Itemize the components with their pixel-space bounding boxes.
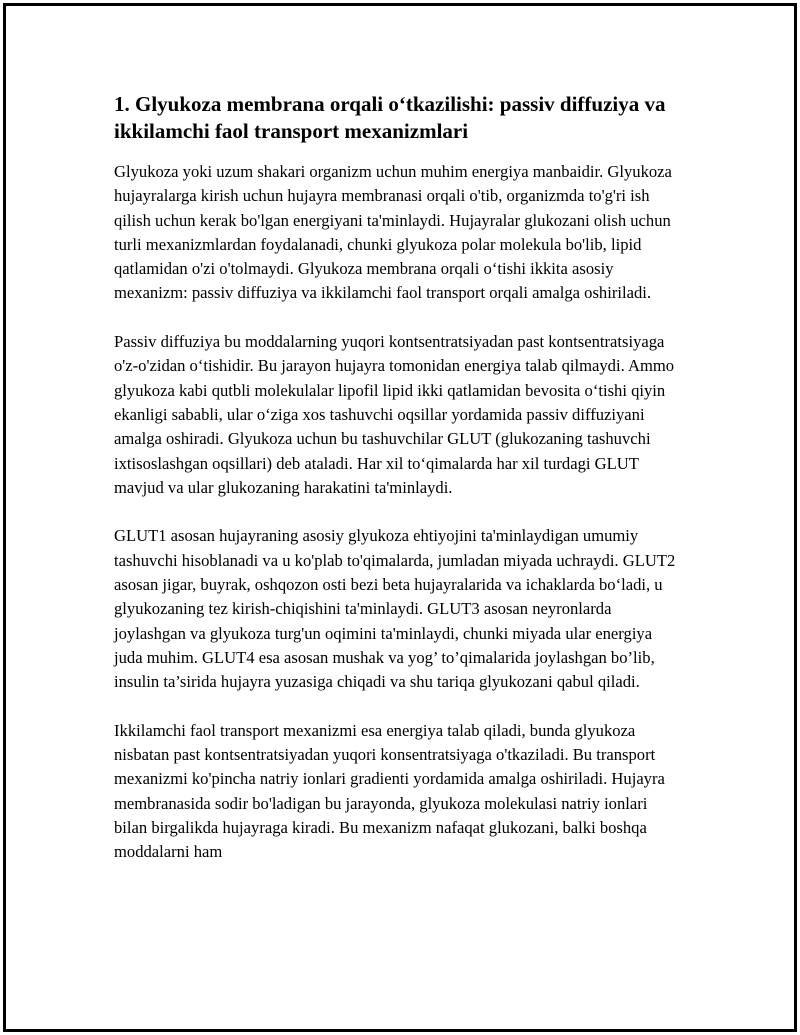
section-heading: 1. Glyukoza membrana orqali o‘tkazilishi: passiv diffuziya va ikkilamchi faol transport mexanizmlari	[114, 92, 666, 143]
paragraph-intro: Glyukoza yoki uzum shakari organizm uchun muhim energiya manbaidir. Glyukoza hujayralarga kirish uchun hujayra membranasi orqali o'tib, organizmda to'g'ri ish qilish uchun kerak bo'lgan energiyani ta'minlaydi. Hujayralar glukozani olish uchun turli mexanizmlardan foydalanadi, chunki glyukoza polar molekula bo'lib, lipid qatlamidan o'zi o'tolmaydi. Glyukoza membrana orqali o‘tishi ikkita asosiy mexanizm: passiv diffuziya va ikkilamchi faol transport orqali amalga oshiriladi.	[114, 162, 672, 303]
document-body	[114, 91, 684, 889]
paragraph-passive-diffusion: Passiv diffuziya bu moddalarning yuqori kontsentratsiyadan past kontsentratsiyaga o'z-o'zidan o‘tishidir. Bu jarayon hujayra tomonidan energiya talab qilmaydi. Ammo glyukoza kabi qutbli molekulalar lipofil lipid ikki qatlamidan bevosita o‘tishi qiyin ekanligi sababli, ular o‘ziga xos tashuvchi oqsillar yordamida passiv diffuziyani amalga oshiradi. Glyukoza uchun bu tashuvchilar GLUT (glukozaning tashuvchi ixtisoslashgan oqsillari) deb ataladi. Har xil to‘qimalarda har xil turdagi GLUT mavjud va ular glukozaning harakatini ta'minlaydi.	[114, 332, 675, 497]
paragraph-secondary-active-transport: Ikkilamchi faol transport mexanizmi esa energiya talab qiladi, bunda glyukoza nisbatan past kontsentratsiyadan yuqori konsentratsiyaga o'tkaziladi. Bu transport mexanizmi ko'pincha natriy ionlari gradienti yordamida amalga oshiriladi. Hujayra membranasida sodir bo'ladigan bu jarayonda, glyukoza molekulasi natriy ionlari bilan birgalikda hujayraga kiradi. Bu mexanizm nafaqat glukozani, balki boshqa moddalarni ham	[114, 720, 665, 862]
paragraph-glut-types: GLUT1 asosan hujayraning asosiy glyukoza ehtiyojini ta'minlaydigan umumiy tashuvchi hisoblanadi va u ko'plab to'qimalarda, jumladan miyada uchraydi. GLUT2 asosan jigar, buyrak, oshqozon osti bezi beta hujayralarida va ichaklarda bo‘ladi, u glyukozaning tez kirish-chiqishini ta'minlaydi. GLUT3 asosan neyronlarda joylashgan va glyukoza turg'un oqimini ta'minlaydi, chunki miyada ular energiya juda muhim. GLUT4 esa asosan mushak va yog’ to’qimalarida joylashgan bo’lib, insulin ta’sirida hujayra yuzasiga chiqadi va shu tariqa glyukozani qabul qiladi.	[114, 526, 676, 692]
